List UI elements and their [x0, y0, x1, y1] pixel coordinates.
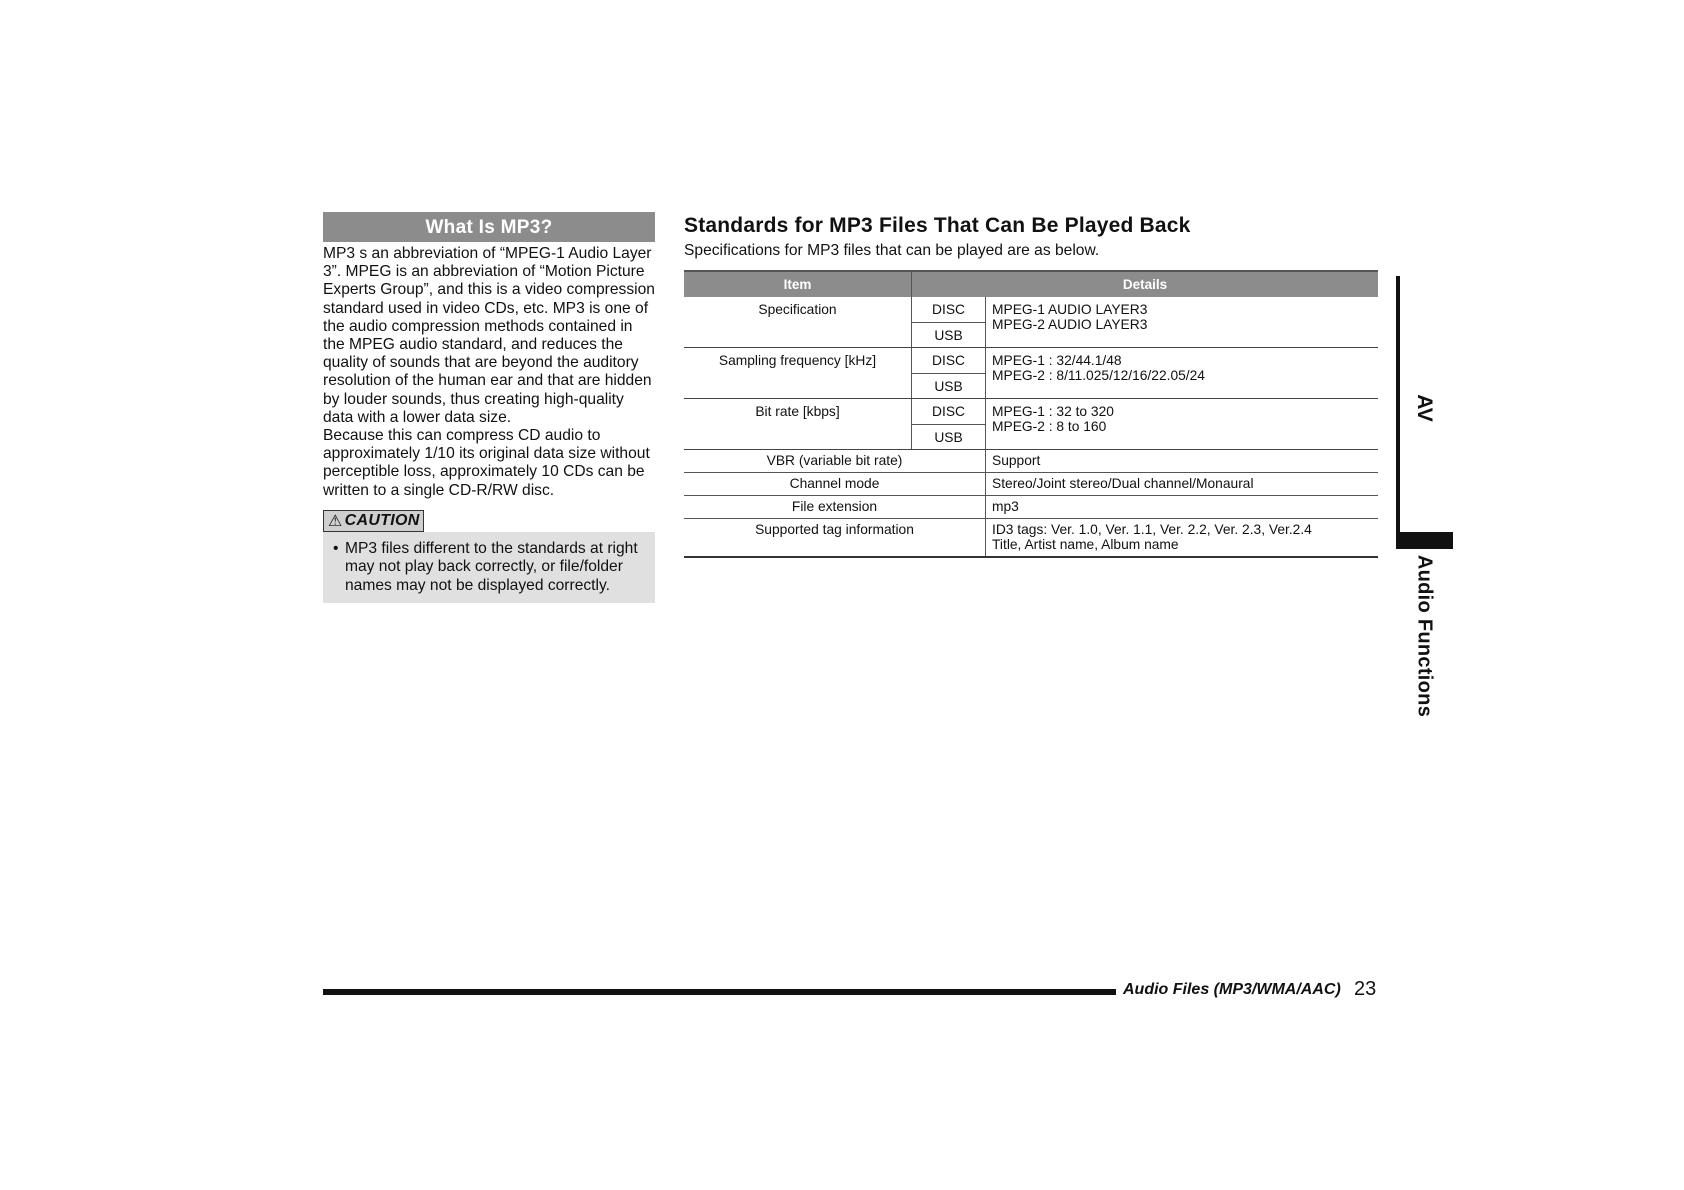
page-number: 23: [1354, 978, 1377, 1000]
item-cell: VBR (variable bit rate): [684, 450, 986, 473]
mp3-paragraph-1: MP3 s an abbreviation of “MPEG-1 Audio Layer 3”. MPEG is an abbreviation of “Motion Picture Experts Group”, and this is a video compression standard used in video CDs, etc. MP3 is one of the audio compression methods contained in the MPEG audio standard, and reduces the quality of sounds that are beyond the auditory resolution of the human ear and that are hidden by louder sounds, thus creating high-quality data with a lower data size.: [323, 245, 655, 426]
table-header-row: [684, 271, 1378, 297]
mp3-standards-table: [684, 270, 1378, 558]
table-row: [684, 450, 1378, 473]
warning-triangle-icon: ⚠: [328, 512, 343, 530]
side-chapter-label: Audio Functions: [1413, 554, 1436, 718]
details-cell: Stereo/Joint stereo/Dual channel/Monaural: [986, 473, 1379, 496]
table-row: [684, 496, 1378, 519]
header-details: Details: [912, 271, 1379, 297]
footer-rule: [323, 989, 1116, 995]
item-cell: File extension: [684, 496, 986, 519]
details-line: ID3 tags: Ver. 1.0, Ver. 1.1, Ver. 2.2, Ver. 2.3, Ver.2.4: [992, 522, 1312, 537]
side-section-label: AV: [1413, 394, 1436, 422]
header-item: Item: [684, 271, 912, 297]
details-cell: [986, 399, 1379, 450]
item-cell: Bit rate [kbps]: [684, 399, 912, 450]
standards-intro: Specifications for MP3 files that can be played are as below.: [684, 242, 1100, 259]
caution-label: [323, 510, 424, 532]
details-line: MPEG-2 AUDIO LAYER3: [992, 317, 1148, 332]
mp3-paragraph-2: Because this can compress CD audio to approximately 1/10 its original data size without perceptible loss, approximately 10 CDs can be written to a single CD-R/RW disc.: [323, 427, 650, 499]
item-cell: Specification: [684, 297, 912, 348]
side-tab-rule: [1396, 276, 1400, 540]
footer-title: Audio Files (MP3/WMA/AAC): [1123, 981, 1341, 998]
standards-title: Standards for MP3 Files That Can Be Played Back: [684, 214, 1191, 237]
details-cell: [986, 519, 1379, 558]
details-line: MPEG-1 : 32 to 320: [992, 404, 1114, 419]
item-cell: Supported tag information: [684, 519, 986, 558]
table-row: [684, 519, 1378, 558]
standards-section: [684, 214, 1378, 260]
media-cell: DISC: [912, 348, 986, 374]
details-cell: mp3: [986, 496, 1379, 519]
details-line: MPEG-1 AUDIO LAYER3: [992, 302, 1148, 317]
table-row: [684, 297, 1378, 323]
item-cell: Channel mode: [684, 473, 986, 496]
what-is-mp3-heading: What Is MP3?: [323, 212, 655, 242]
table-row: [684, 348, 1378, 374]
media-cell: DISC: [912, 297, 986, 323]
side-tab-marker: [1396, 532, 1453, 549]
table-row: [684, 473, 1378, 496]
left-column: [323, 212, 655, 603]
details-line: Title, Artist name, Album name: [992, 537, 1179, 552]
media-cell: USB: [912, 425, 986, 450]
caution-bullet-item: [333, 540, 645, 595]
table-row: [684, 399, 1378, 425]
caution-box: [323, 532, 655, 603]
details-cell: [986, 348, 1379, 399]
details-line: MPEG-1 : 32/44.1/48: [992, 353, 1122, 368]
caution-text-label: CAUTION: [344, 511, 420, 529]
caution-bullet-text: MP3 files different to the standards at right may not play back correctly, or file/folder names may not be displayed correctly.: [345, 539, 638, 594]
what-is-mp3-body: [323, 245, 655, 500]
details-cell: Support: [986, 450, 1379, 473]
details-line: MPEG-2 : 8/11.025/12/16/22.05/24: [992, 368, 1205, 383]
details-cell: [986, 297, 1379, 348]
media-cell: USB: [912, 374, 986, 399]
media-cell: USB: [912, 323, 986, 348]
details-line: MPEG-2 : 8 to 160: [992, 419, 1107, 434]
item-cell: Sampling frequency [kHz]: [684, 348, 912, 399]
bullet-mark: •: [333, 539, 339, 557]
media-cell: DISC: [912, 399, 986, 425]
